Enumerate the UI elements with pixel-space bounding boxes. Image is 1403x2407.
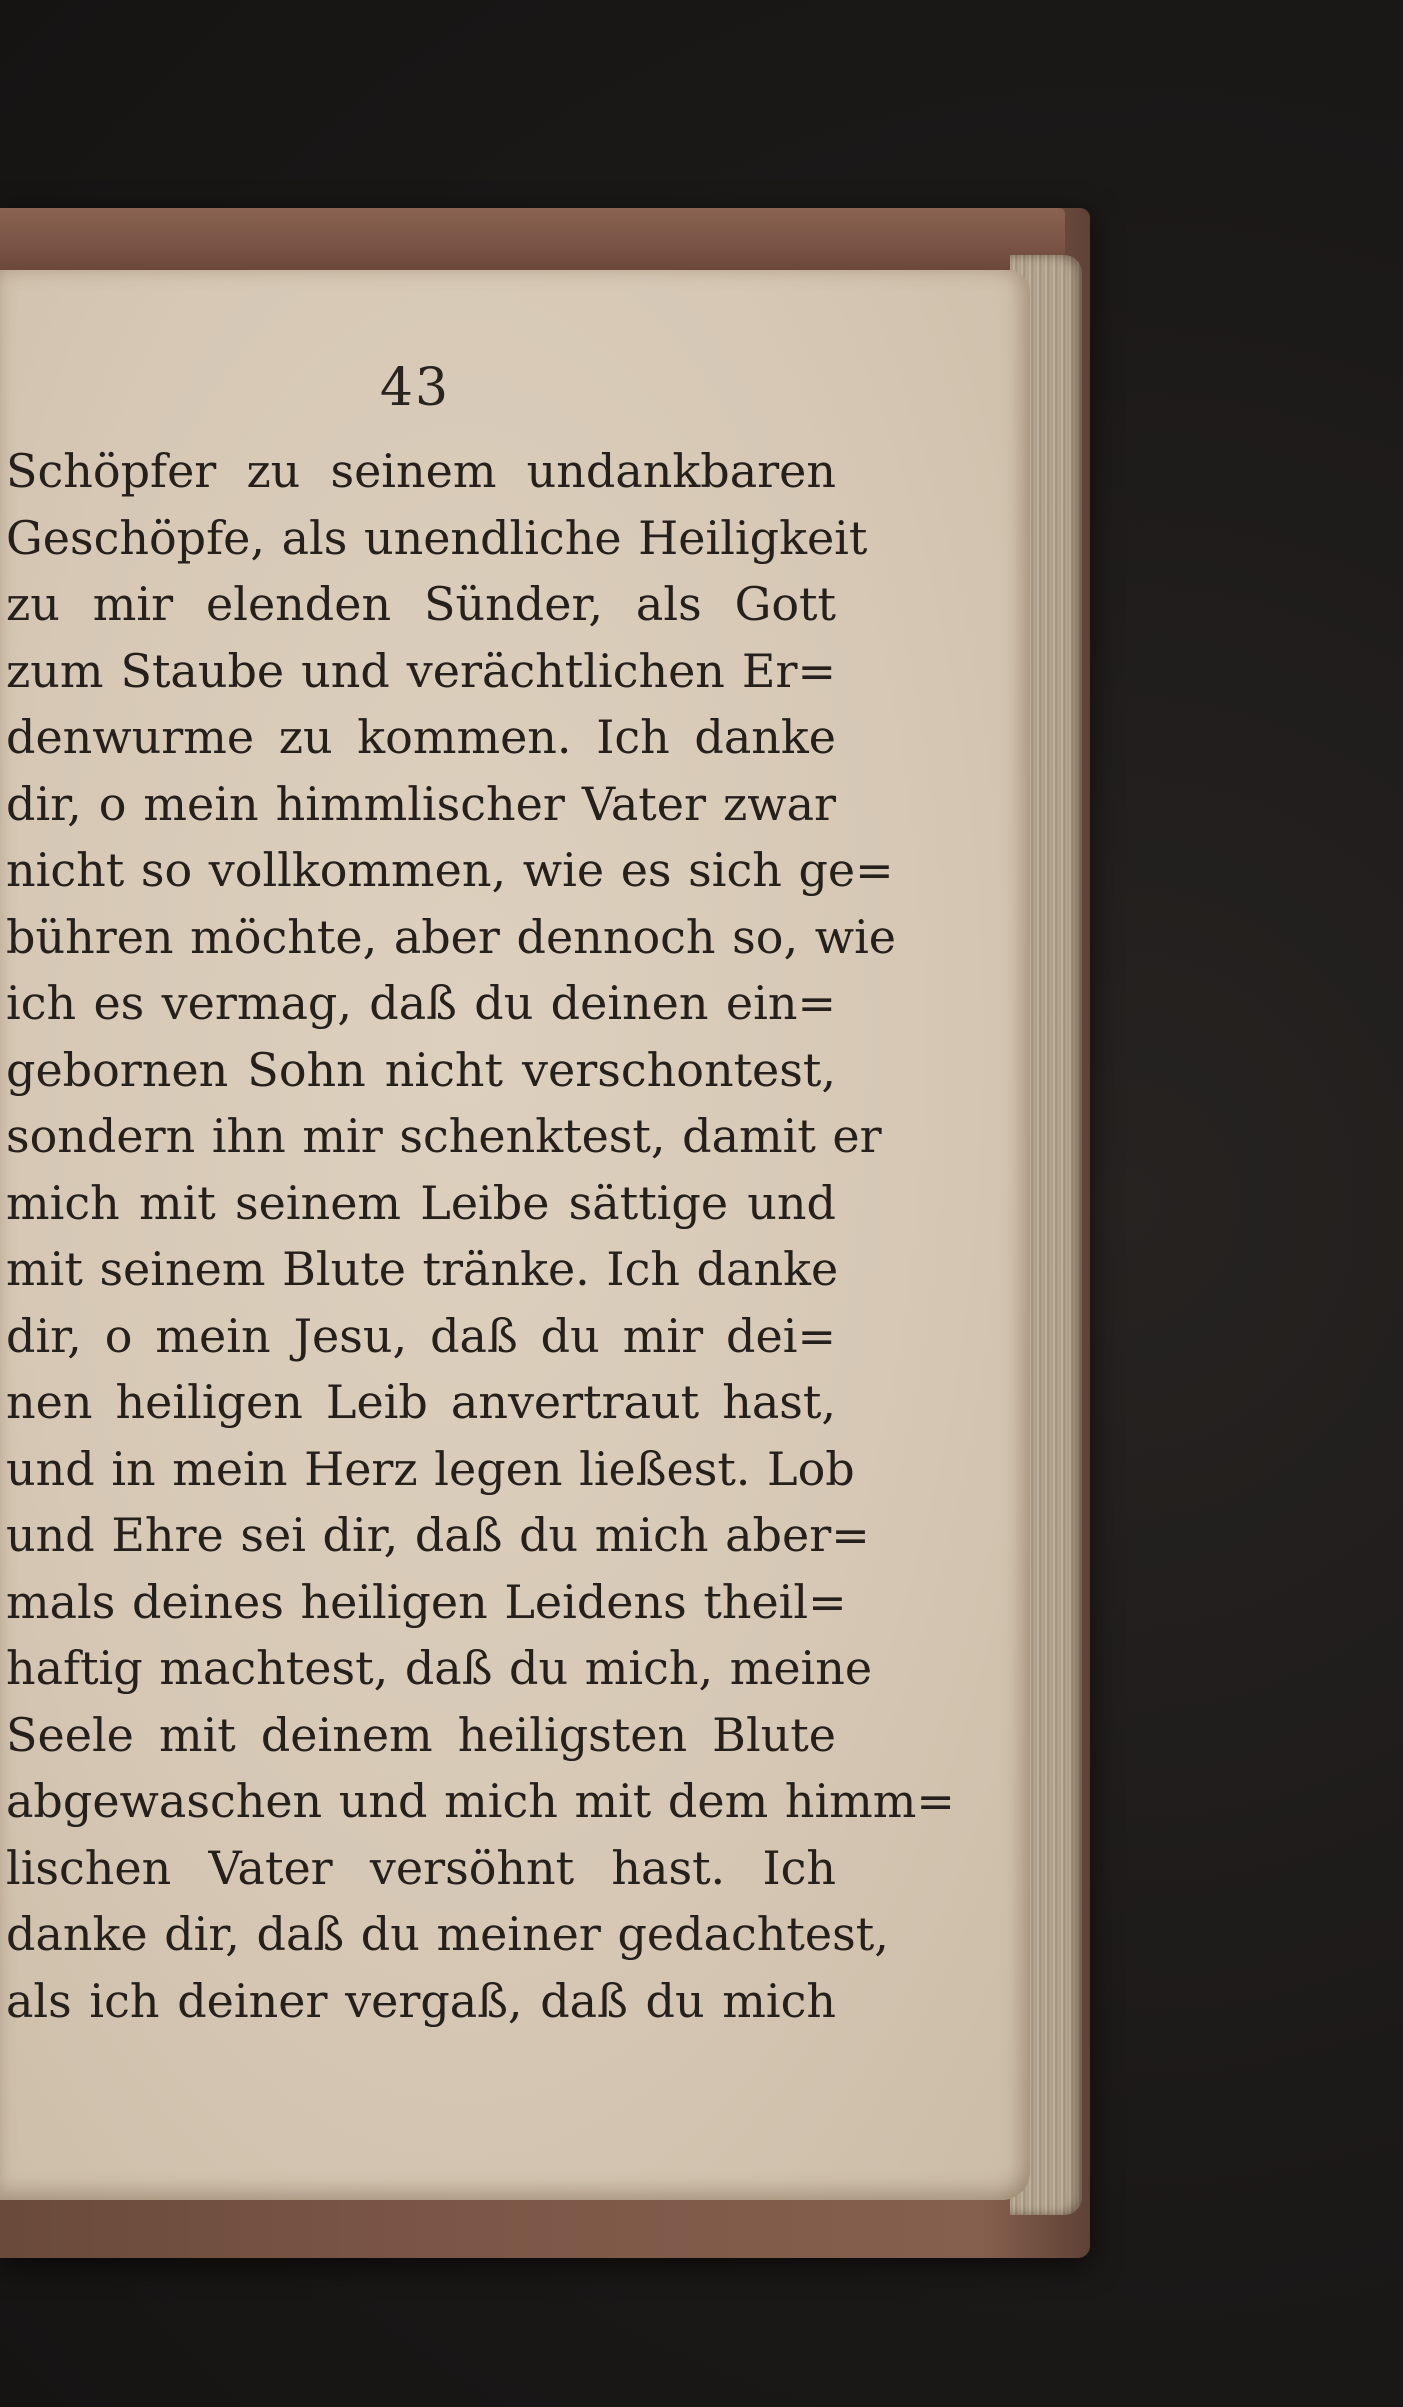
text-line: dir, o mein Jesu, daß du mir dei= <box>6 1308 836 1363</box>
text-line: mals deines heiligen Leidens theil= <box>6 1574 847 1629</box>
text-line: bühren möchte, aber dennoch so, wie <box>6 909 896 964</box>
text-line: denwurme zu kommen. Ich danke <box>6 710 836 764</box>
text-line: gebornen Sohn nicht verschontest, <box>6 1042 836 1097</box>
text-line: und in mein Herz legen ließest. Lob <box>6 1441 855 1496</box>
text-line: sondern ihn mir schenktest, damit er <box>6 1109 882 1163</box>
page-text <box>6 438 955 2034</box>
text-line: Geschöpfe, als unendliche Heiligkeit <box>6 510 868 565</box>
text-line: zum Staube und verächtlichen Er= <box>6 643 836 698</box>
text-line: nicht so vollkommen, wie es sich ge= <box>6 843 894 897</box>
text-line: nen heiligen Leib anvertraut hast, <box>6 1375 836 1429</box>
text-line: Schöpfer zu seinem undankbaren <box>6 444 836 498</box>
text-line: mich mit seinem Leibe sättige und <box>6 1175 836 1230</box>
page-number: 43 <box>379 358 451 418</box>
text-line: ich es vermag, daß du deinen ein= <box>6 976 836 1030</box>
text-line: als ich deiner vergaß, daß du mich <box>6 1973 836 2028</box>
book-page <box>0 270 1030 2200</box>
book-cover-top-edge <box>0 208 1065 270</box>
text-line: mit seinem Blute tränke. Ich danke <box>6 1242 839 1296</box>
text-line: abgewaschen und mich mit dem himm= <box>6 1774 955 1828</box>
text-line: danke dir, daß du meiner gedachtest, <box>6 1907 889 1961</box>
text-line: Seele mit deinem heiligsten Blute <box>6 1707 836 1762</box>
text-line: haftig machtest, daß du mich, meine <box>6 1641 873 1695</box>
text-line: zu mir elenden Sünder, als Gott <box>6 577 836 631</box>
text-line: und Ehre sei dir, daß du mich aber= <box>6 1508 870 1562</box>
text-line: dir, o mein himmlischer Vater zwar <box>6 776 836 831</box>
text-line: lischen Vater versöhnt hast. Ich <box>6 1840 836 1895</box>
